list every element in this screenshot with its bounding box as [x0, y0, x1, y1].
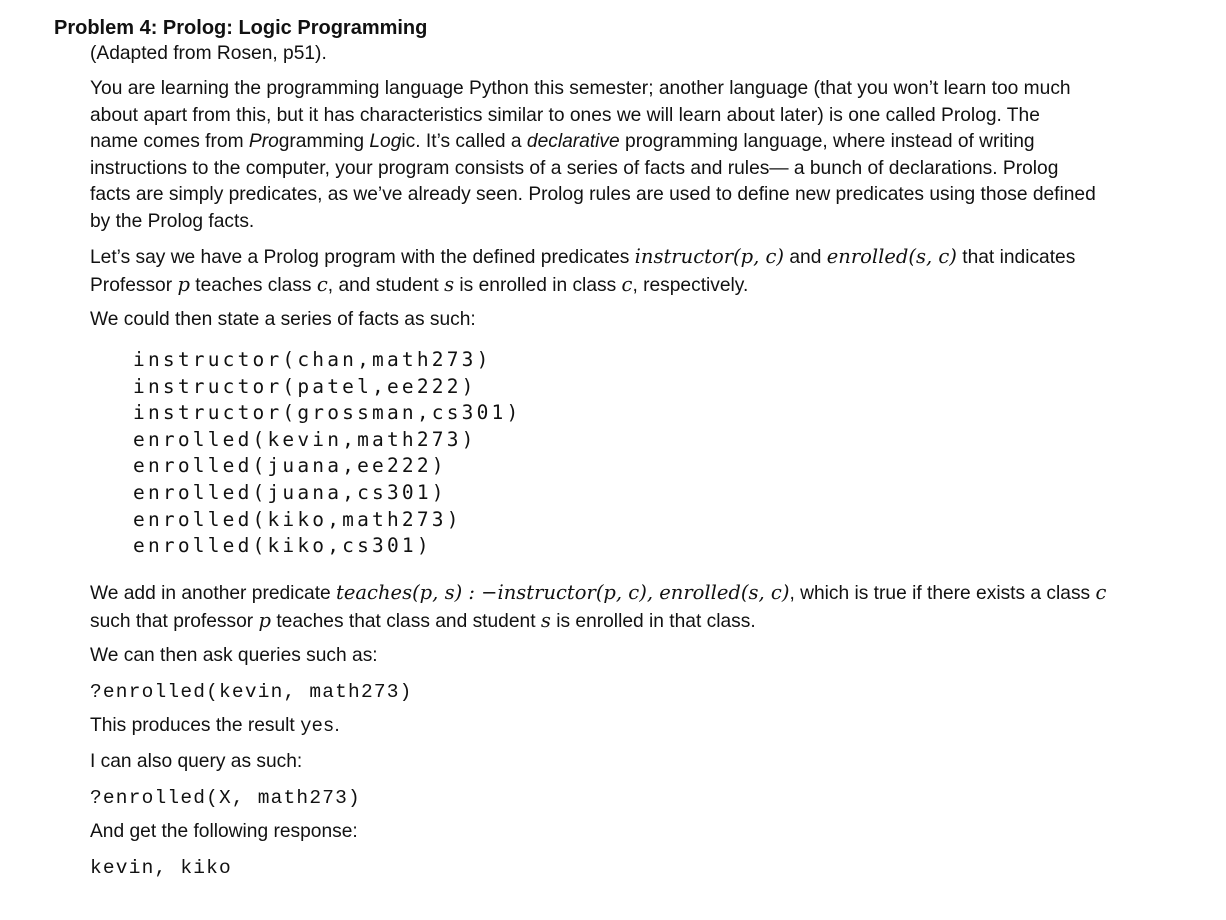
also-paragraph — [90, 749, 1160, 776]
response-intro — [90, 819, 1160, 846]
response-block — [90, 855, 1160, 882]
math-var: p — [177, 272, 190, 296]
intro-line: facts are simply predicates, as we’ve already seen. Prolog rules are used to define new predicates using those defined — [90, 184, 1096, 205]
fact-line: instructor(patel,ee222) — [133, 374, 477, 398]
intro-line: instructions to the computer, your program consists of a series of facts and rules— a bunch of declarations. Prolog — [90, 157, 1059, 179]
text-run: that indicates — [956, 247, 1076, 268]
query2-block — [90, 785, 1160, 812]
text-run: and — [784, 247, 827, 268]
text-run: ic. It’s called a — [401, 131, 527, 152]
text-run: , respectively. — [632, 274, 749, 296]
math-var: c — [316, 272, 328, 296]
text-run: is enrolled in class — [454, 274, 622, 296]
query-code: ?enrolled(X, math273) — [90, 787, 361, 809]
math-enrolled: enrolled(s, c) — [826, 245, 957, 268]
emphasis-log: Log — [369, 131, 402, 152]
text-run: Professor — [90, 274, 178, 296]
facts-code-block — [133, 347, 521, 560]
emphasis-declarative: declarative — [526, 131, 620, 152]
facts-intro — [90, 307, 1160, 334]
math-var: c — [1095, 581, 1107, 604]
fact-line: instructor(grossman,cs301) — [133, 401, 522, 425]
intro-line: by the Prolog facts. — [90, 210, 255, 232]
query-code: ?enrolled(kevin, math273) — [90, 681, 413, 703]
result-line — [90, 713, 1160, 740]
text-run: gramming — [278, 131, 370, 152]
source-line: (Adapted from Rosen, p51). — [90, 43, 327, 64]
math-instructor: instructor(p, c) — [634, 245, 785, 268]
text-run: such that professor — [90, 610, 259, 632]
text-run: , and student — [327, 274, 445, 296]
fact-line: enrolled(juana,ee222) — [133, 454, 447, 478]
text-run: is enrolled in that class. — [550, 610, 756, 632]
text-run: name comes from — [90, 131, 249, 152]
teaches-line — [90, 580, 1160, 608]
text-run: programming language, where instead of writing — [619, 131, 1035, 152]
text-run: . — [334, 715, 340, 736]
math-var: p — [258, 608, 271, 632]
teaches-paragraph — [90, 580, 1160, 635]
math-var: s — [540, 608, 551, 632]
response-intro-line: And get the following response: — [90, 821, 358, 842]
text-run: We add in another predicate — [90, 583, 337, 604]
queries-intro-line: We can then ask queries such as: — [90, 645, 378, 666]
text-run: teaches that class and student — [271, 610, 541, 632]
fact-line: enrolled(kevin,math273) — [133, 427, 477, 451]
intro-line: about apart from this, but it has characteristics similar to ones we will learn about later) is one called Prolog. The — [90, 104, 1040, 126]
fact-line: enrolled(kiko,cs301) — [133, 534, 432, 558]
result-paragraph — [90, 713, 1160, 740]
intro-paragraph — [90, 76, 1160, 235]
emphasis-pro: Pro — [248, 131, 279, 152]
predicates-line — [90, 244, 1160, 272]
text-run: This produces the result — [90, 715, 301, 736]
fact-line: enrolled(juana,cs301) — [133, 480, 447, 504]
teaches-line — [90, 608, 1160, 636]
intro-line — [90, 129, 1160, 156]
fact-line: enrolled(kiko,math273) — [133, 507, 462, 531]
predicates-paragraph — [90, 244, 1160, 299]
text-run: , which is true if there exists a class — [789, 583, 1096, 604]
problem-title: Problem 4: Prolog: Logic Programming — [54, 17, 428, 39]
math-var: c — [621, 272, 633, 296]
source-note — [90, 41, 1160, 68]
queries-intro — [90, 643, 1160, 670]
math-teaches-rule: teaches(p, s) : −instructor(p, c), enrolled(s, c) — [336, 581, 790, 604]
math-var: s — [444, 272, 455, 296]
response-code: kevin, kiko — [90, 857, 232, 879]
text-run: Let’s say we have a Prolog program with the defined predicates — [90, 247, 635, 268]
facts-intro-line: We could then state a series of facts as such: — [90, 309, 476, 330]
predicates-line — [90, 272, 1160, 300]
intro-line: You are learning the programming language Python this semester; another language (that you won’t learn too much — [90, 78, 1071, 99]
fact-line: instructor(chan,math273) — [133, 348, 492, 371]
text-run: teaches class — [189, 274, 317, 296]
also-line: I can also query as such: — [90, 751, 303, 772]
query1-block — [90, 679, 1160, 706]
result-value: yes — [300, 715, 335, 737]
